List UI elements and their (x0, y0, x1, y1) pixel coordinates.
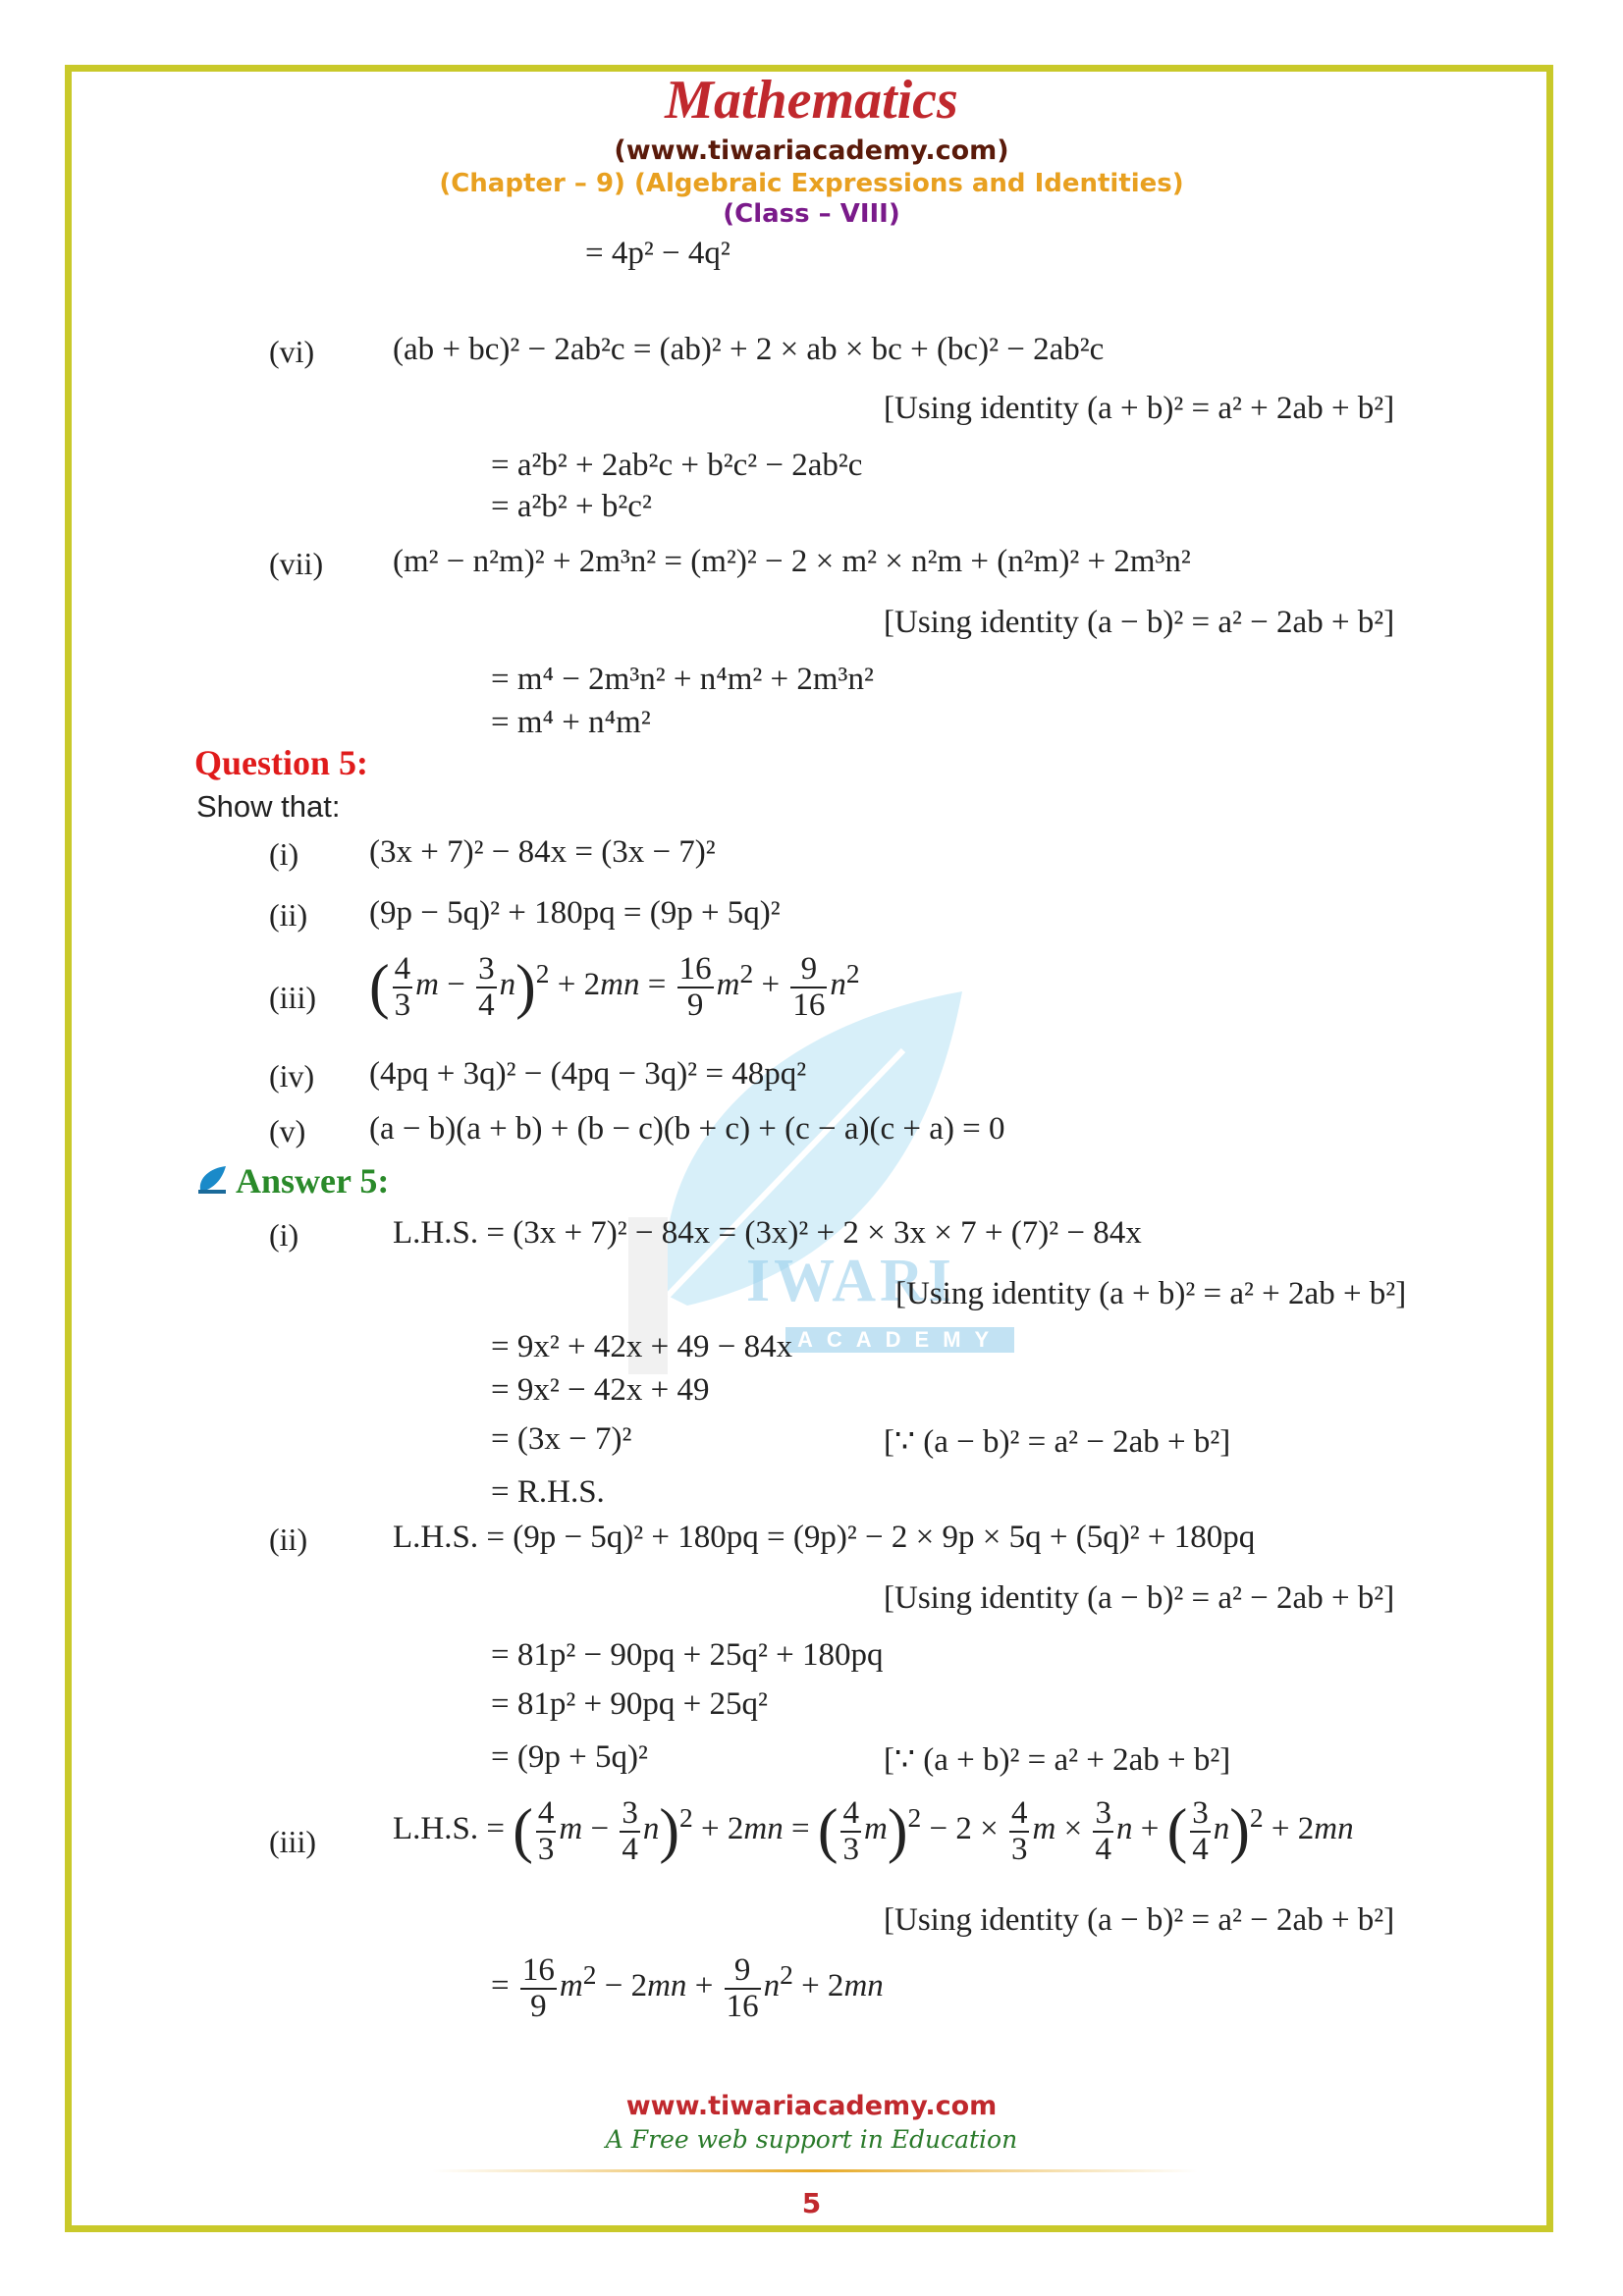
part-vi-lhs: (ab + bc)² − 2ab²c = (ab)² + 2 × ab × bc + (bc)² − 2ab²c (393, 332, 1105, 367)
tiwari-logo-icon (196, 1164, 228, 1196)
part-vi-identity: [Using identity (a + b)² = a² + 2ab + b²] (884, 391, 1395, 426)
part-vii-label: (vii) (269, 546, 324, 581)
ans-ii-step3: = (9p + 5q)² (491, 1739, 648, 1775)
part-vii-identity: [Using identity (a − b)² = a² − 2ab + b²] (884, 605, 1395, 640)
header-url: (www.tiwariacademy.com) (614, 135, 1009, 166)
part-vi-step2: = a²b² + b²c² (491, 489, 652, 524)
ans-i-lhs: L.H.S. = (3x + 7)² − 84x = (3x)² + 2 × 3x × 7 + (7)² − 84x (393, 1215, 1142, 1251)
watermark-subtext: ACADEMY (785, 1327, 1014, 1353)
q5-item-expr: (9p − 5q)² + 180pq = (9p + 5q)² (369, 895, 781, 931)
page-number: 5 (801, 2187, 822, 2219)
ans-ii-label: (ii) (269, 1522, 308, 1557)
part-vi-step1: = a²b² + 2ab²c + b²c² − 2ab²c (491, 448, 863, 483)
ans-iii-label: (iii) (269, 1824, 316, 1859)
ans-i-step3: = (3x − 7)² (491, 1421, 632, 1457)
page-title: Mathematics (665, 70, 958, 131)
q5-item-label: (i) (269, 836, 299, 872)
ans-i-identity: [Using identity (a + b)² = a² + 2ab + b²] (895, 1276, 1407, 1311)
q5-item-label: (v) (269, 1113, 306, 1148)
footer-url[interactable]: www.tiwariacademy.com (625, 2091, 998, 2121)
answer-5-heading: Answer 5: (236, 1161, 390, 1201)
ans-ii-identity: [Using identity (a − b)² = a² − 2ab + b²] (884, 1580, 1395, 1616)
ans-ii-step2: = 81p² + 90pq + 25q² (491, 1686, 768, 1722)
ans-i-because: [∵ (a − b)² = a² − 2ab + b²] (884, 1424, 1231, 1460)
ans-iii-lhs: L.H.S. = ( $\frac{4}{3}$ m − $\frac{3}{4}$ n)$^2$ + 2mn = ( $\frac{4}{3}$ m)$^2$ − 2 × $\frac{4}{3}$ m × $\frac{3}{4}$ n + ( $\frac{3}{4}$ n)$^2$ + 2mn (393, 1795, 1354, 1867)
q5-item-label: (iii) (269, 980, 316, 1015)
q5-item-expr: (4pq + 3q)² − (4pq − 3q)² = 48pq² (369, 1056, 807, 1092)
watermark-text: IWARI (746, 1248, 955, 1314)
ans-i-step1: = 9x² + 42x + 49 − 84x (491, 1329, 793, 1364)
ans-i-step4: = R.H.S. (491, 1474, 605, 1510)
q5-item-label: (iv) (269, 1058, 315, 1094)
part-vii-step1: = m⁴ − 2m³n² + n⁴m² + 2m³n² (491, 662, 874, 697)
q5-item-expr-iii: ( $\frac{4}{3}$ m − $\frac{3}{4}$ n)$^2$ + 2mn = $\frac{16}{9}$ $m^2$ + $\frac{9}{16}$ $n^2$ (369, 951, 860, 1023)
footer-tagline: A Free web support in Education (605, 2125, 1018, 2154)
ans-iii-prefix: L.H.S. = (393, 1811, 505, 1847)
class-label: (Class – VIII) (723, 199, 900, 229)
q5-item-expr: (a − b)(a + b) + (b − c)(b + c) + (c − a)(c + a) = 0 (369, 1111, 1005, 1147)
ans-ii-because: [∵ (a + b)² = a² + 2ab + b²] (884, 1742, 1231, 1778)
watermark-leaf-icon (609, 972, 1021, 1384)
q5-item-expr: (3x + 7)² − 84x = (3x − 7)² (369, 834, 716, 870)
ans-ii-step1: = 81p² − 90pq + 25q² + 180pq (491, 1637, 884, 1673)
prev-result-line: = 4p² − 4q² (585, 236, 730, 271)
ans-i-label: (i) (269, 1217, 299, 1253)
ans-iii-identity: [Using identity (a − b)² = a² − 2ab + b²] (884, 1902, 1395, 1938)
chapter-title: (Chapter – 9) (Algebraic Expressions and Identities) (439, 169, 1184, 198)
ans-i-step2: = 9x² − 42x + 49 (491, 1372, 710, 1408)
question-5-intro: Show that: (196, 789, 341, 824)
ans-ii-lhs: L.H.S. = (9p − 5q)² + 180pq = (9p)² − 2 × 9p × 5q + (5q)² + 180pq (393, 1520, 1256, 1555)
part-vii-step2: = m⁴ + n⁴m² (491, 705, 651, 740)
ans-iii-step1: = $\frac{16}{9}$ $m^2 - 2mn$ + $\frac{9}{16}$ $n^2 + 2mn$ (491, 1952, 884, 2024)
question-5-heading: Question 5: (194, 743, 369, 782)
q5-item-label: (ii) (269, 897, 308, 933)
footer-divider (432, 2169, 1198, 2172)
part-vii-lhs: (m² − n²m)² + 2m³n² = (m²)² − 2 × m² × n²m + (n²m)² + 2m³n² (393, 544, 1191, 579)
part-vi-label: (vi) (269, 334, 315, 369)
